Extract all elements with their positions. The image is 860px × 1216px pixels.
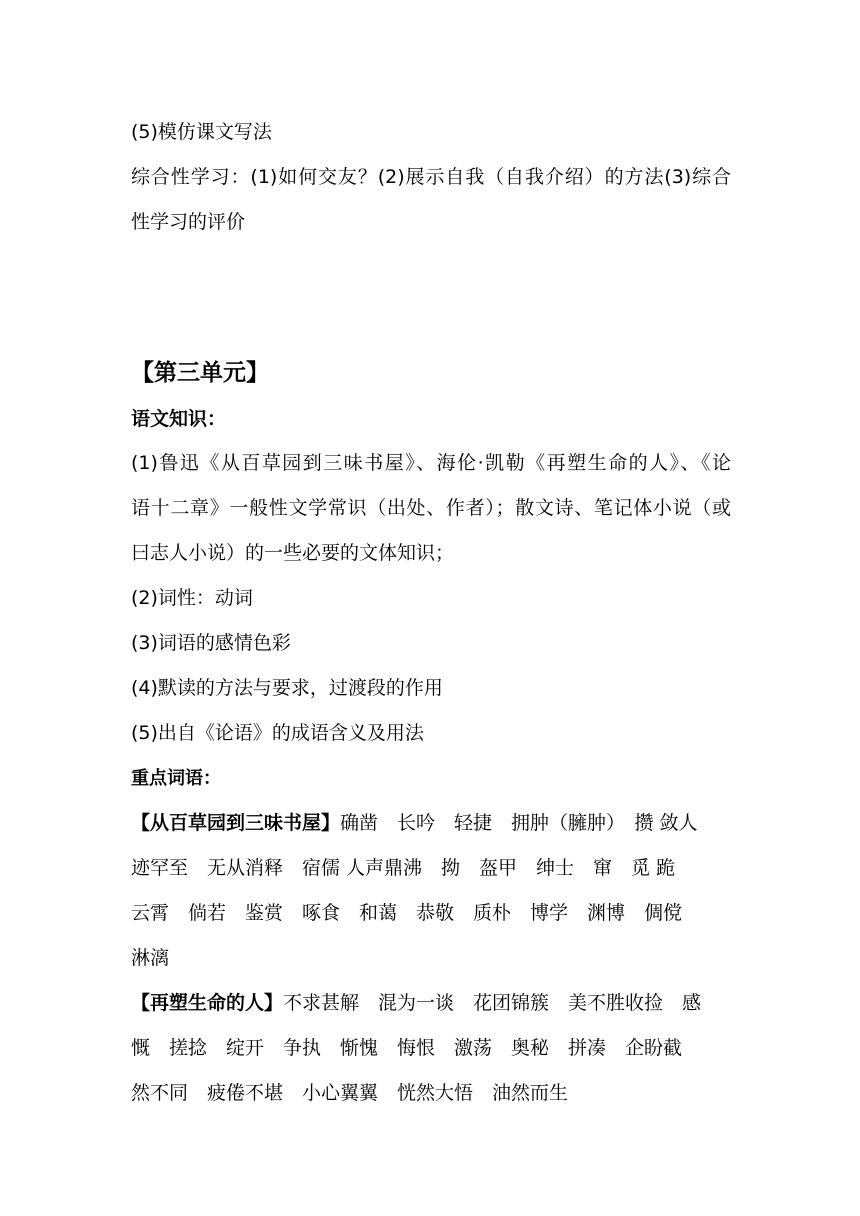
vocab-line: 慨 搓捻 绽开 争执 惭愧 悔恨 激荡 奥秘 拼凑 企盼截: [131, 1037, 683, 1059]
vocab-line: 迹罕至 无从消释 宿儒 人声鼎沸 拗 盔甲 绅士 窜 觅 跪: [131, 857, 676, 879]
knowledge-line: (4)默读的方法与要求，过渡段的作用: [131, 677, 443, 699]
vocab-title-baicaoyuan: 【从百草园到三味书屋】: [131, 812, 341, 834]
knowledge-line: 语十二章》一般性文学常识（出处、作者）；散文诗、笔记体小说（或: [131, 497, 731, 519]
vocab-line: [131, 981, 731, 1026]
knowledge-line: 曰志人小说）的一些必要的文体知识；: [131, 542, 455, 564]
vocab-words: 不求甚解 混为一谈 花团锦簇 美不胜收捡 感: [283, 992, 702, 1014]
knowledge-line: (1)鲁迅《从百草园到三味书屋》、海伦·凯勒《再塑生命的人》、《论: [131, 452, 731, 474]
knowledge-line: (2)词性：动词: [131, 587, 253, 609]
document-page: [131, 110, 731, 1116]
vocab-line: 然不同 疲倦不堪 小心翼翼 恍然大悟 油然而生: [131, 1082, 569, 1104]
knowledge-line: (5)出自《论语》的成语含义及用法: [131, 722, 424, 744]
unit-heading: 【第三单元】: [131, 360, 269, 386]
text-line: (5)模仿课文写法: [131, 121, 272, 143]
knowledge-line: (3)词语的感情色彩: [131, 632, 291, 654]
vocab-line: [131, 801, 731, 846]
vocab-line: 云霄 倘若 鉴赏 啄食 和蔼 恭敬 质朴 博学 渊博 倜傥: [131, 902, 683, 924]
text-line: 性学习的评价: [131, 211, 246, 233]
keywords-heading: 重点词语：: [131, 768, 221, 789]
vocab-line: 淋漓: [131, 947, 170, 969]
spacer: [131, 245, 731, 349]
knowledge-heading: 语文知识：: [131, 408, 227, 430]
vocab-title-zaisu: 【再塑生命的人】: [131, 992, 284, 1014]
text-line: 综合性学习：(1)如何交友？(2)展示自我（自我介绍）的方法(3)综合: [131, 166, 731, 188]
vocab-words: 确凿 长吟 轻捷 拥肿（臃肿） 攒 敛人: [340, 812, 698, 834]
